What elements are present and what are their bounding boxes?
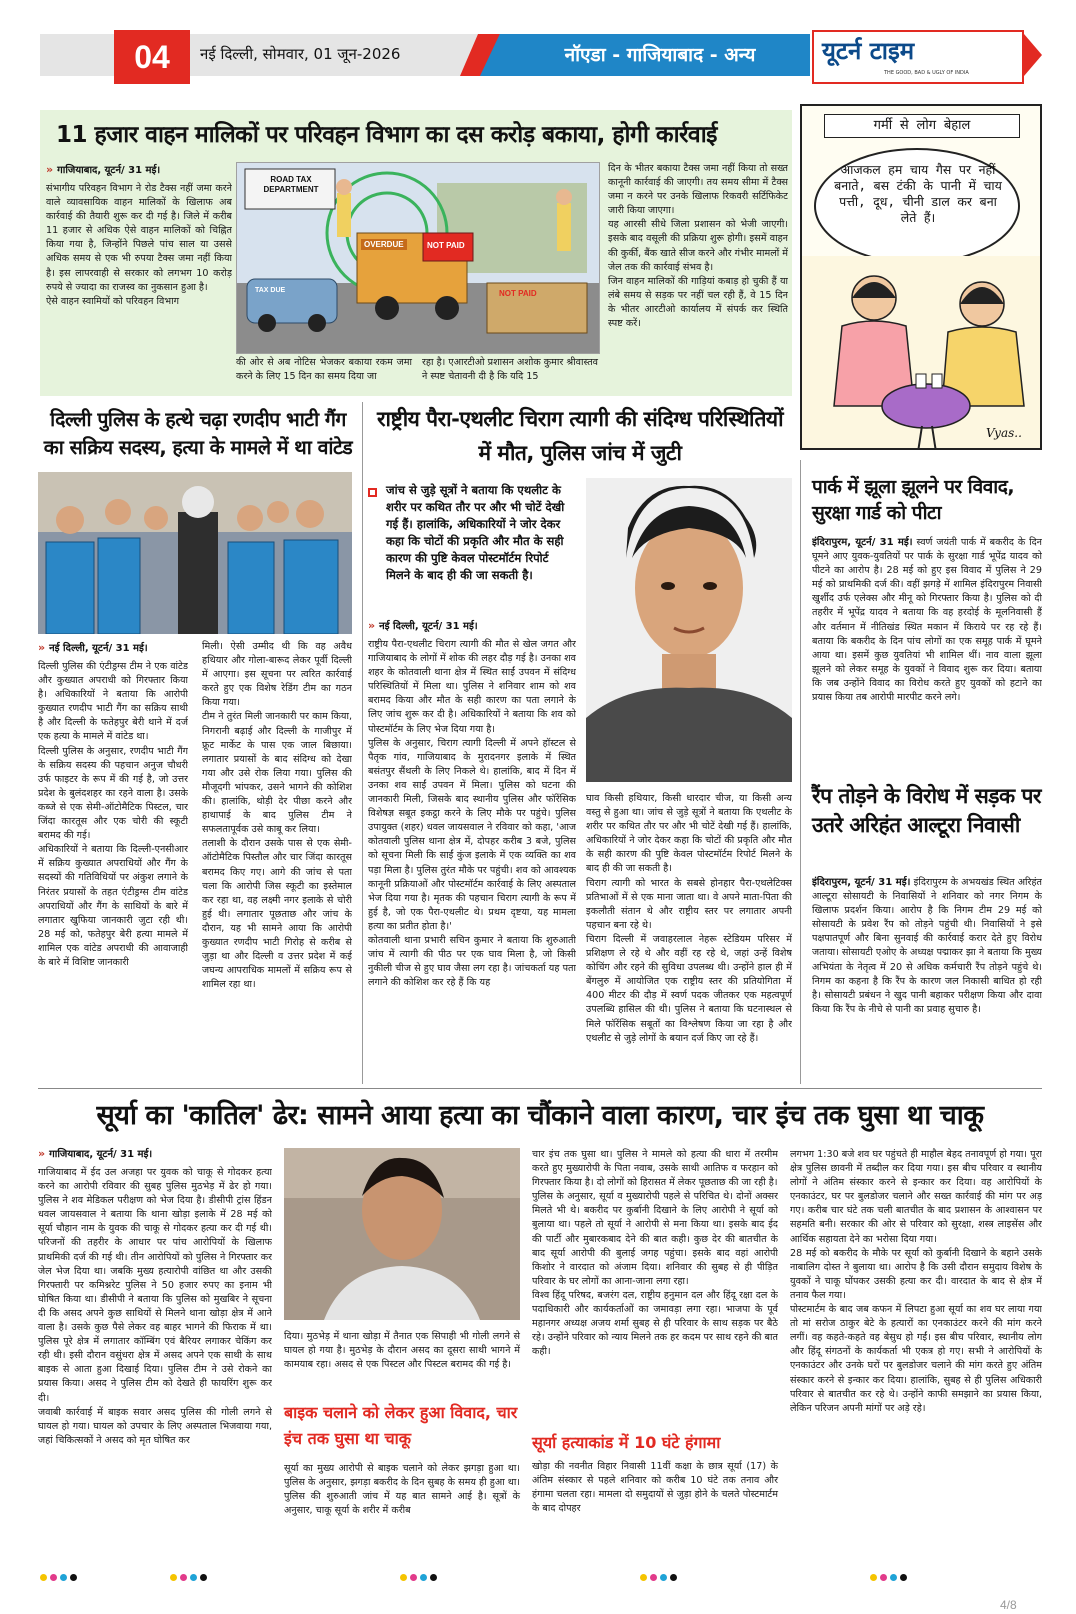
road-tax-illustration bbox=[236, 162, 600, 354]
color-registration-dots bbox=[40, 1574, 77, 1581]
section-divider bbox=[38, 1088, 1042, 1089]
quote-square-icon bbox=[368, 488, 377, 497]
illustration-sign-label: ROAD TAX DEPARTMENT bbox=[263, 175, 319, 194]
story1-dateline: » गाजियाबाद, यूटर्न/ 31 मई। bbox=[46, 163, 161, 176]
dateline-arrow-icon: » bbox=[368, 619, 376, 632]
story6-col2-top: दिया। मुठभेड़ में थाना खोड़ा में तैनात एक सिपाही भी गोली लगने से घायल हो गया है। मुठभेड़ के दौरान असद का दूसरा साथी भागने में कामयाब रहा। असद से एक पिस्टल और पिस्टल बरामद की गई है। bbox=[284, 1331, 520, 1371]
color-registration-dots bbox=[870, 1574, 907, 1581]
story6-dateline: » गाजियाबाद, यूटर्न/ 31 मई। bbox=[38, 1147, 153, 1160]
masthead-logo: यूटर्न टाइम bbox=[822, 37, 915, 65]
page-number: 04 bbox=[134, 38, 170, 75]
story6-col4: लगभग 1:30 बजे शव घर पहुंचते ही माहौल बेहद तनावपूर्ण हो गया। पूरा क्षेत्र पुलिस छावनी में तब्दील कर दिया गया। इस बीच परिवार व स्थानीय लोगों ने अंतिम संस्कार करने से इन्कार कर दिया। वह आरोपियों के एनकाउंटर, घर पर बुलडोजर चलाने और सख्त कार्रवाई की मांग पर अड़ गए। करीब चार घंटे तक चली बातचीत के बाद प्रशासन के आश्वासन पर सहमति बनी। सरकार की ओर से परिवार को सुरक्षा, शस्त्र लाइसेंस और आर्थिक सहायता देने का भरोसा दिया गया। 28 मई को बकरीद के मौके पर सूर्या को कुर्बानी दिखाने के बहाने उसके नाबालिग दोस्त ने बुलाया था। आरोप है कि उसी दौरान समुदाय विशेष के युवकों ने चाकू घोंपकर उसकी हत्या कर दी। वारदात के बाद से क्षेत्र में तनाव फैल गया। पोस्टमार्टम के बाद जब कफन में लिपटा हुआ सूर्या का शव घर लाया गया तो मां सरोज ठाकुर बेटे के हत्यारों का एनकाउंटर करने की मांग करने लगीं। वह कहते-कहते वह बेसुध हो गईं। इस बीच परिवार, स्थानीय लोग और हिंदू संगठनों के कार्यकर्ता भी एकत्र हो गए। सभी ने आरोपियों के एनकाउंटर और उनके घरों पर बुलडोजर चलाने की मांग करते हुए अंतिम संस्कार करने से इन्कार कर दिया। हालांकि, सुबह से ही पुलिस अधिकारी परिवार से बातचीत कर रहे थे। उन्होंने काफी समझाने का प्रयास किया, लेकिन परिजन अपनी मांगों पर अड़े रहे। bbox=[790, 1149, 1042, 1414]
story6-photo bbox=[284, 1148, 520, 1320]
police-group-photo bbox=[38, 472, 352, 634]
story4-headline: पार्क में झूला झूलने पर विवाद, सुरक्षा गार्ड को पीटा bbox=[812, 476, 1015, 524]
column-divider bbox=[800, 460, 801, 1084]
story3-headline: राष्ट्रीय पैरा-एथलीट चिराग त्यागी की संदिग्ध परिस्थितियों में मौत, पुलिस जांच में जुटी bbox=[376, 407, 784, 465]
story2-photo bbox=[38, 472, 352, 634]
cartoon-speech-text: आजकल हम चाय गैस पर नहीं बनाते, बस टंकी के पानी में चाय पत्ती, दूध, चीनी डाल कर बना लेते हैं। bbox=[834, 162, 1002, 225]
story2-dateline: » नई दिल्ली, यूटर्न/ 31 मई। bbox=[38, 641, 148, 654]
story5-dateline: इंदिरापुरम, यूटर्न/ 31 मई। bbox=[812, 877, 911, 888]
story2-headline: दिल्ली पुलिस के हत्थे चढ़ा रणदीप भाटी गैंग का सक्रिय सदस्य, हत्या के मामले में था वांटेड bbox=[43, 408, 353, 459]
story3-col2: घाव किसी हथियार, किसी धारदार चीज, या किसी अन्य वस्तु से हुआ था। जांच से जुड़े सूत्रों ने बताया कि एथलीट के शरीर पर कथित तौर पर और भी चोटें देखी गई हैं। हालांकि, अधिकारियों ने जोर देकर कहा कि चोटों की प्रकृति और मौत के सही कारण की पुष्टि केवल पोस्टमॉर्टम रिपोर्ट मिलने के बाद ही की जा सकती है। चिराग त्यागी को भारत के सबसे होनहार पैरा-एथलेटिक्स प्रतिभाओं में से एक माना जाता था। वे अपने माता-पिता की इकलौती संतान थे और राष्ट्रीय स्तर पर लगातार अपनी पहचान बना रहे थे। चिराग दिल्ली में जवाहरलाल नेहरू स्टेडियम परिसर में प्रशिक्षण ले रहे थे और वहीं रह रहे थे, जहां उन्हें विशेष कोचिंग और रहने की सुविधा उपलब्ध थी। उन्होंने हाल ही में बेंगलुरु में आयोजित एक राष्ट्रीय स्तर की प्रतियोगिता में 400 मीटर की दौड़ में स्वर्ण पदक जीतकर एक महत्वपूर्ण उपलब्धि हासिल की थी। पुलिस ने बताया कि घटनास्थल से मिले फॉरेंसिक सबूतों का विश्लेषण किया जा रहा है और एथलीट से जुड़े लोगों के बयान दर्ज किए जा रहे हैं। bbox=[586, 793, 792, 1044]
story6-col3-top: चार इंच तक घुसा था। पुलिस ने मामले को हत्या की धारा में तरमीम करते हुए मुख्यारोपी के पिता नवाब, उसके साथी आतिफ व फरहान को गिरफ्तार किया है। दो लोगों को हिरासत में लेकर पूछताछ की जा रही है। पुलिस के अनुसार, सूर्या व मुख्यारोपी पहले से परिचित थे। दोनों अक्सर मिलते भी थे। बकरीद पर कुर्बानी दिखाने के लिए आरोपी ने सूर्या को बुलाया था। पहले तो सूर्या ने आरोपी से मना किया था। इसके बाद ईद की पार्टी और मुबारकबाद देने की बात कही। कुछ देर की बातचीत के बाद सूर्या आरोपी की बुलाई जगह पहुंचा। इसके बाद वहां आरोपी किशोर ने वारदात को अंजाम दिया। शनिवार की सुबह से ही पीड़ित परिवार के घर लोगों का आना-जाना लगा रहा। विश्व हिंदू परिषद, बजरंग दल, राष्ट्रीय हनुमान दल और हिंदू रक्षा दल के पदाधिकारी और कार्यकर्ताओं का जमावड़ा लगा रहा। भाजपा के पूर्व महानगर अध्यक्ष अजय शर्मा सुबह से ही परिवार के साथ सड़क पर बैठे रहे। उन्होंने परिवार को न्याय मिलने तक हर कदम पर साथ रहने की बात कही। bbox=[532, 1149, 778, 1358]
story2-col1: दिल्ली पुलिस की एंटीड्रग्स टीम ने एक वांटेड और कुख्यात अपराधी को गिरफ्तार किया है। अधिकारियों ने बताया कि आरोपी कुख्यात रणदीप भाटी गैंग का सक्रिय साथी है और दिल्ली के फतेहपुर बेरी थाने में दर्ज एक हत्या के मामले में वांटेड था। दिल्ली पुलिस के अनुसार, रणदीप भाटी गैंग के सक्रिय सदस्य की पहचान अनुज चौधरी उर्फ फाइटर के रूप में की गई है, जो उत्तर प्रदेश के बुलंदशहर का रहने वाला है। उसके कब्जे से एक सेमी-ऑटोमैटिक पिस्टल, चार जिंदा कारतूस और एक चोरी की स्कूटी बरामद की गई। अधिकारियों ने बताया कि दिल्ली-एनसीआर में सक्रिय कुख्यात अपराधियों और गैंग के सदस्यों की गतिविधियों पर अंकुश लगाने के निरंतर प्रयासों के तहत एंटीड्रग्स टीम वांटेड अपराधियों और गैंग के साथियों के बारे में लगातार खुफिया जानकारी जुटा रही थी। 28 मई को, फतेहपुर बेरी हत्या मामले में शामिल एक वांटेड अपराधी की आवाजाही के बारे में विशिष्ट जानकारी bbox=[38, 661, 188, 968]
color-registration-dots bbox=[170, 1574, 207, 1581]
story-road-tax bbox=[40, 110, 792, 396]
dateline-arrow-icon: » bbox=[38, 641, 46, 654]
story5-body bbox=[812, 876, 1042, 1084]
story6-col1: गाजियाबाद में ईद उल अजहा पर युवक को चाकू से गोदकर हत्या करने का आरोपी रविवार की सुबह पुलिस मुठभेड़ में ढेर हो गया। पुलिस ने शव मेडिकल परीक्षण को भेज दिया है। डीसीपी ट्रांस हिंडन धवल जायसवाल ने बताया कि थाना खोड़ा इलाके में 28 मई को सूर्या चौहान नाम के युवक की चाकू से गोदकर हत्या कर दी गई थी। परिजनों की तहरीर के आधार पर पांच आरोपियों के खिलाफ प्राथमिकी दर्ज की गई थी। तीन आरोपियों को पुलिस ने गिरफ्तार कर जेल भेज दिया था। जबकि मुख्य हत्यारोपी वांछित था और उसकी गिरफ्तारी पर कमिश्नरेट पुलिस ने 50 हजार रुपए का इनाम भी घोषित किया था। डीसीपी ने बताया कि पुलिस को मुखबिर ने सूचना दी कि असद अपने कुछ साथियों से मिलने थाना खोड़ा क्षेत्र में आने वाला है। उसके कुछ पैसे लेकर वह बाहर भागने की फिराक में था। पुलिस पूरे क्षेत्र में लगातार कॉम्बिंग एवं बैरियर लगाकर चेकिंग कर रही थी। इसी दौरान वसुंधरा क्षेत्र में असद अपने एक साथी के साथ बाइक से आता हुआ दिखाई दिया। पुलिस टीम ने उसे रोकने का प्रयास किया। असद ने पुलिस टीम को देखते ही फायरिंग शुरू कर दी। जवाबी कार्रवाई में बाइक सवार असद पुलिस की गोली लगने से घायल हो गया। घायल को उपचार के लिए अस्पताल भिजवाया गया, जहां चिकित्सकों ने असद को मृत घोषित कर bbox=[38, 1167, 272, 1446]
story3-pull-quote bbox=[368, 482, 576, 606]
story6-col3-bottom: खोड़ा की नवनीत विहार निवासी 11वीं कक्षा के छात्र सूर्या (17) के अंतिम संस्कार से पहले शनिवार को करीब 10 घंटे तक तनाव और हंगामा चलता रहा। मामला दो समुदायों से जुड़ा होने के चलते पोस्टमार्टम के बाद दोपहर bbox=[532, 1461, 778, 1515]
story3-portrait bbox=[586, 478, 792, 782]
story4-dateline: इंदिरापुरम, यूटर्न/ 31 मई। bbox=[812, 537, 913, 548]
dateline-arrow-icon: » bbox=[38, 1147, 46, 1160]
page-number-box bbox=[114, 30, 190, 84]
column-divider bbox=[362, 402, 363, 1084]
story1-col3: दिन के भीतर बकाया टैक्स जमा नहीं किया तो सख्त कानूनी कार्रवाई की जाएगी। तय समय सीमा में टैक्स जमा न करने पर उनके खिलाफ रिकवरी सर्टिफिकेट जारी किया जाएगा। यह आरसी सीधे जिला प्रशासन को भेजी जाएगी। इसके बाद वसूली की प्रक्रिया शुरू होगी। इसमें वाहन की कुर्की, बैंक खाते सीज करने और गंभीर मामलों में जेल तक की कार्रवाई संभव है। जिन वाहन मालिकों की गाड़ियां कबाड़ हो चुकी हैं या लंबे समय से सड़क पर नहीं चल रही हैं, वे 15 दिन के भीतर आरटीओ कार्यालय में संपर्क कर स्थिति स्पष्ट करें। bbox=[608, 163, 788, 330]
illustration-stamp-2: NOT PAID bbox=[499, 289, 537, 298]
illustration-stamp: NOT PAID bbox=[427, 241, 465, 250]
story1-below-image-right: रहा है। एआरटीओ प्रशासन अशोक कुमार श्रीवास्तव ने स्पष्ट चेतावनी दी है कि यदि 15 bbox=[422, 357, 598, 383]
illustration-truck-label: OVERDUE bbox=[361, 239, 407, 250]
cartoon-drawing bbox=[802, 256, 1042, 450]
color-registration-dots bbox=[400, 1574, 437, 1581]
story6-headline: सूर्या का 'कातिल' ढेर: सामने आया हत्या का चौंकाने वाला कारण, चार इंच तक घुसा था चाकू bbox=[96, 1100, 984, 1131]
cartoon-signature: Vyas.. bbox=[986, 426, 1022, 440]
story4-body bbox=[812, 536, 1042, 774]
header-dateline: नई दिल्ली, सोमवार, 01 जून-2026 bbox=[200, 45, 401, 63]
header-bar bbox=[40, 30, 1040, 88]
story1-headline: 11 हजार वाहन मालिकों पर परिवहन विभाग का दस करोड़ बकाया, होगी कार्रवाई bbox=[56, 122, 717, 148]
story1-below-image-left: की ओर से अब नोटिस भेजकर बकाया रकम जमा करने के लिए 15 दिन का समय दिया जा bbox=[236, 357, 412, 383]
story1-col1: संभागीय परिवहन विभाग ने रोड टैक्स नहीं जमा करने वाले व्यावसायिक वाहन मालिकों के खिलाफ अब कार्रवाई की तैयारी शुरू कर दी गई है। जिले में करीब 11 हजार से अधिक ऐसे वाहन मालिकों को चिह्नित किया गया है, जिन्होंने पिछले पांच साल या उससे अधिक समय से एक भी रुपया टैक्स जमा नहीं किया है। इस लापरवाही से सरकार को लगभग 10 करोड़ रुपये से ज्यादा का राजस्व का नुकसान हुआ है। ऐसे वाहन स्वामियों को परिवहन विभाग bbox=[46, 183, 232, 307]
color-registration-dots bbox=[640, 1574, 677, 1581]
story5-headline: रैंप तोड़ने के विरोध में सड़क पर उतरे अरिहंत आल्टूरा निवासी bbox=[812, 784, 1042, 837]
cartoon-panel bbox=[800, 104, 1042, 450]
masthead-box bbox=[812, 30, 1024, 84]
victim-photo bbox=[284, 1148, 520, 1320]
story6-subhead1: बाइक चलाने को लेकर हुआ विवाद, चार इंच तक घुसा था चाकू bbox=[284, 1403, 518, 1448]
story5-text: इंदिरापुरम के अभयखंड स्थित अरिहंत आल्टूरा सोसायटी के निवासियों ने शनिवार को नगर निगम के खिलाफ प्रदर्शन किया। आरोप है कि निगम टीम 29 मई को सोसायटी के प्रवेश रैंप को तोड़ने पहुंची थी। निवासियों ने इसे पक्षपातपूर्ण और बिना सुनवाई की कार्रवाई करार देते हुए विरोध जताया। सोसायटी एओए के अध्यक्ष पद्माकर झा ने बताया कि मुख्य अभियंता के नेतृत्व में 20 से अधिक कर्मचारी रैंप तोड़ने पहुंचे थे। निगम का कहना है कि रैंप के कारण जल निकासी बाधित हो रही है। सोसायटी प्रबंधन ने खुद पानी बहाकर परीक्षण किया और दावा किया कि रैंप के नीचे से पानी का प्रवाह सुचारु है। bbox=[812, 877, 1042, 1015]
pull-quote-text: जांच से जुड़े सूत्रों ने बताया कि एथलीट के शरीर पर कथित तौर पर और भी चोटें देखी गई हैं। हालांकि, अधिकारियों ने जोर देकर कहा कि चोटों की प्रकृति और मौत के सही कारण की पुष्टि केवल पोस्टमॉर्टम रिपोर्ट मिलने के बाद ही की जा सकती है। bbox=[386, 483, 565, 582]
header-arrow-right bbox=[1024, 34, 1042, 76]
page-marker: 4/8 bbox=[1000, 1598, 1017, 1612]
story6-col2-bottom: सूर्या का मुख्य आरोपी से बाइक चलाने को लेकर झगड़ा हुआ था। पुलिस के अनुसार, झगड़ा बकरीद के दिन सुबह के समय ही हुआ था। पुलिस की शुरुआती जांच में यह बात सामने आई है। सूत्रों के अनुसार, चाकू सूर्या के शरीर में करीब bbox=[284, 1463, 520, 1517]
story6-subhead2: सूर्या हत्याकांड में 10 घंटे हंगामा bbox=[532, 1433, 721, 1452]
story3-col1: राष्ट्रीय पैरा-एथलीट चिराग त्यागी की मौत से खेल जगत और गाजियाबाद के लोगों में शोक की लहर दौड़ गई है। उनका शव शहर के कोतवाली थाना क्षेत्र में स्थित साईं उपवन में संदिग्ध परिस्थितियों में मिला था। पुलिस ने शनिवार शाम को शव बरामद किया और मौत के सही कारण का पता लगाने के लिए जांच शुरू कर दी है। अधिकारियों ने बताया कि शव को पोस्टमॉर्टम के लिए भेज दिया गया है। पुलिस के अनुसार, चिराग त्यागी दिल्ली में अपने हॉस्टल से पैतृक गांव, गाजियाबाद के मुरादनगर इलाके में स्थित बसंतपुर सैंथली के लिए निकले थे। हालांकि, बाद में दिन में उनका शव साईं उपवन में मिला। पुलिस को घटना की जानकारी मिली, जिसके बाद स्थानीय पुलिस और फॉरेंसिक विशेषज्ञ सबूत इकट्ठा करने के लिए मौके पर पहुंचे। पुलिस उपायुक्त (शहर) धवल जायसवाल ने रविवार को कहा, 'आज कोतवाली पुलिस थाना क्षेत्र में, दोपहर करीब 3 बजे, पुलिस को सूचना मिली कि साईं कुंज इलाके में एक व्यक्ति का शव पड़ा मिला है। पुलिस तुरंत मौके पर पहुंची। शव को आवश्यक कानूनी प्रक्रियाओं और पोस्टमॉर्टम कार्रवाई के लिए अस्पताल भेज दिया गया है। मृतक की पहचान चिराग त्यागी के रूप में हुई है, जो एक पैरा-एथलीट थे। प्रथम दृष्टया, यह मामला हत्या का प्रतीत होता है।' कोतवाली थाना प्रभारी सचिन कुमार ने बताया कि शुरुआती जांच में त्यागी की पीठ पर एक घाव मिला है, जो किसी नुकीली चीज से हुए घाव जैसा लग रहा है। जांचकर्ता यह पता लगाने की कोशिश कर रहे हैं कि यह bbox=[368, 639, 576, 989]
story4-text: स्वर्ण जयंती पार्क में बकरीद के दिन घूमने आए युवक-युवतियों पर पार्क के सुरक्षा गार्ड भूपेंद्र यादव को पीटने का आरोप है। 28 मई को हुए इस विवाद में पुलिस ने 29 मई को प्राथमिकी दर्ज की। वहीं झगड़े में शामिल इंदिरापुरम निवासी खुर्शीद उर्फ एलेक्स और मीनू को गिरफ्तार किया है। पुलिस को दी तहरीर में भूपेंद्र यादव ने बताया कि वह हरदोई के मूलनिवासी हैं और वर्तमान में नीतिखंड स्थित मकान में किराये पर रह रहे हैं। बताया कि बकरीद के दिन पांच लोगों का एक समूह पार्क में घूमने आया था। इसमें कुछ युवतियां भी शामिल थीं। नाव वाला झूला झूलने को लेकर समूह के युवकों ने विवाद शुरू कर दिया। बताया कि जब उन्होंने विवाद का विरोध करते हुए युवकों को हटाने का प्रयास किया तब आरोपी मारपीट करने लगे। bbox=[812, 537, 1042, 704]
section-title: नॉएडा - गाजियाबाद - अन्य bbox=[564, 44, 756, 66]
cartoon-title: गर्मी से लोग बेहाल bbox=[824, 114, 1020, 138]
story2-col2: मिली। ऐसी उम्मीद थी कि वह अवैध हथियार और गोला-बारूद लेकर पूर्वी दिल्ली में आएगा। इस सूचना पर त्वरित कार्रवाई करते हुए एक विशेष रेडिंग टीम का गठन किया गया। टीम ने तुरंत मिली जानकारी पर काम किया, निगरानी बढ़ाई और दिल्ली के गाजीपुर में फ्रूट मार्केट के पास एक जाल बिछाया। लगातार प्रयासों के बाद संदिग्ध को देखा गया और उसे रोक लिया गया। पुलिस की मौजूदगी भांपकर, उसने भागने की कोशिश की। हालांकि, थोड़ी देर पीछा करने और हाथापाई के बाद पुलिस टीम ने सफलतापूर्वक उसे काबू कर लिया। तलाशी के दौरान उसके पास से एक सेमी-ऑटोमैटिक पिस्तौल और चार जिंदा कारतूस बरामद किए गए। आगे की जांच से पता चला कि आरोपी जिस स्कूटी का इस्तेमाल कर रहा था, वह लक्ष्मी नगर इलाके से चोरी हुई थी। लगातार पूछताछ और जांच के दौरान, यह भी सामने आया कि आरोपी कुख्यात रणदीप भाटी गिरोह से करीब से जुड़ा था और दिल्ली व उत्तर प्रदेश में कई जघन्य आपराधिक मामलों में सक्रिय रूप से शामिल रहा था। bbox=[202, 641, 352, 991]
masthead-tagline: THE GOOD, BAD & UGLY OF INDIA bbox=[884, 70, 969, 76]
dateline-arrow-icon: » bbox=[46, 163, 54, 176]
illustration-car-label: TAX DUE bbox=[255, 287, 286, 294]
athlete-portrait bbox=[586, 478, 792, 782]
story3-dateline: » नई दिल्ली, यूटर्न/ 31 मई। bbox=[368, 619, 478, 632]
